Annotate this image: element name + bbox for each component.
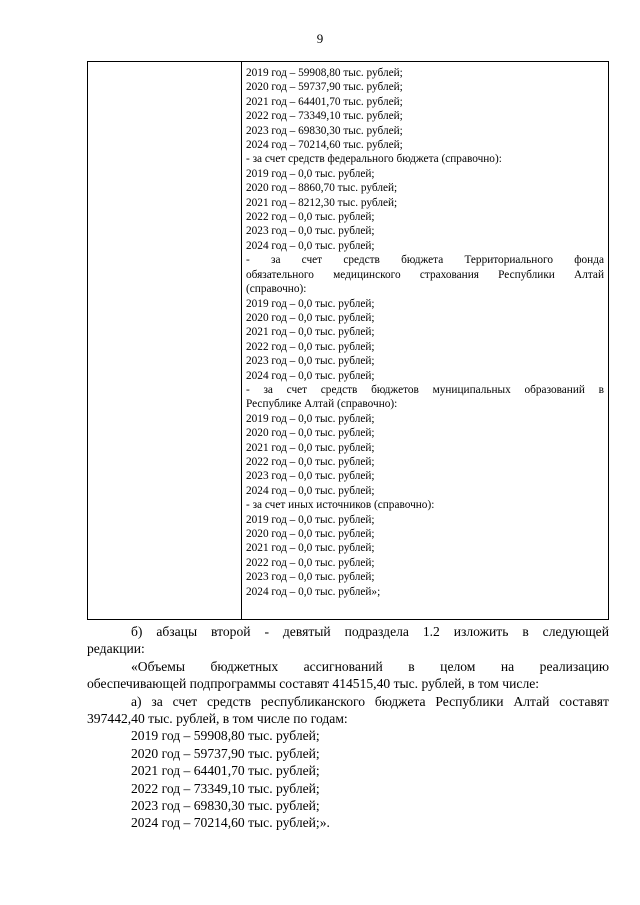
federal-year-line: 2022 год – 0,0 тыс. рублей; [246, 211, 375, 224]
body-year-line: 2020 год – 59737,90 тыс. рублей; [131, 745, 320, 761]
other-year-line: 2021 год – 0,0 тыс. рублей; [246, 542, 375, 555]
paragraph-volumes-line: обеспечивающей подпрограммы составят 414515,40 тыс. рублей, в том числе: [87, 676, 540, 692]
foms-heading-line: - за счет средств бюджета Территориального фонда [246, 254, 604, 267]
municipal-heading-line: - за счет средств бюджетов муниципальных образований в [246, 383, 604, 396]
foms-year-line: 2021 год – 0,0 тыс. рублей; [246, 326, 375, 339]
paragraph-a-line: а) за счет средств республиканского бюджета Республики Алтай составят [131, 693, 609, 709]
table-left-cell [88, 62, 242, 619]
republic-year-line: 2022 год – 73349,10 тыс. рублей; [246, 110, 403, 123]
municipal-year-line: 2022 год – 0,0 тыс. рублей; [246, 455, 375, 468]
federal-year-line: 2021 год – 8212,30 тыс. рублей; [246, 196, 398, 209]
paragraph-b-line: редакции: [87, 641, 145, 657]
republic-year-line: 2024 год – 70214,60 тыс. рублей; [246, 139, 403, 152]
foms-year-line: 2020 год – 0,0 тыс. рублей; [246, 311, 375, 324]
paragraph-b-line: б) абзацы второй - девятый подраздела 1.2 изложить в следующей [131, 624, 609, 639]
body-year-line: 2022 год – 73349,10 тыс. рублей; [131, 780, 320, 796]
funding-table [87, 61, 609, 620]
body-year-line: 2023 год – 69830,30 тыс. рублей; [131, 798, 320, 814]
republic-year-line: 2020 год – 59737,90 тыс. рублей; [246, 81, 403, 94]
municipal-year-line: 2023 год – 0,0 тыс. рублей; [246, 470, 375, 483]
municipal-year-line: 2020 год – 0,0 тыс. рублей; [246, 427, 375, 440]
other-year-line: 2020 год – 0,0 тыс. рублей; [246, 528, 375, 540]
other-year-line: 2024 год – 0,0 тыс. рублей»; [246, 585, 381, 598]
republic-year-line: 2019 год – 59908,80 тыс. рублей; [246, 67, 403, 79]
foms-year-line: 2024 год – 0,0 тыс. рублей; [246, 369, 375, 382]
foms-heading-line: обязательного медицинского страхования Республики Алтай [246, 268, 604, 281]
municipal-year-line: 2024 год – 0,0 тыс. рублей; [246, 484, 375, 497]
body-year-line: 2024 год – 70214,60 тыс. рублей;». [131, 815, 330, 831]
paragraph-volumes-line: «Объемы бюджетных ассигнований в целом на реализацию [131, 658, 609, 674]
municipal-heading-line: Республике Алтай (справочно): [246, 398, 398, 411]
municipal-year-line: 2021 год – 0,0 тыс. рублей; [246, 441, 375, 454]
foms-year-line: 2023 год – 0,0 тыс. рублей; [246, 355, 375, 368]
other-year-line: 2022 год – 0,0 тыс. рублей; [246, 556, 375, 569]
body-year-line: 2021 год – 64401,70 тыс. рублей; [131, 763, 320, 779]
page-number: 9 [316, 31, 324, 46]
federal-year-line: 2023 год – 0,0 тыс. рублей; [246, 225, 375, 238]
paragraph-a-line: 397442,40 тыс. рублей, в том числе по годам: [87, 711, 348, 727]
foms-year-line: 2019 год – 0,0 тыс. рублей; [246, 297, 375, 310]
body-text [87, 623, 609, 832]
republic-year-line: 2021 год – 64401,70 тыс. рублей; [246, 95, 403, 108]
other-year-line: 2019 год – 0,0 тыс. рублей; [246, 513, 375, 526]
municipal-year-line: 2019 год – 0,0 тыс. рублей; [246, 412, 375, 425]
foms-heading-line: (справочно): [246, 283, 307, 296]
other-year-line: 2023 год – 0,0 тыс. рублей; [246, 571, 375, 584]
federal-year-line: 2024 год – 0,0 тыс. рублей; [246, 239, 375, 252]
federal-heading: - за счет средств федерального бюджета (справочно): [246, 153, 502, 166]
foms-year-line: 2022 год – 0,0 тыс. рублей; [246, 340, 375, 353]
federal-year-line: 2019 год – 0,0 тыс. рублей; [246, 167, 375, 180]
republic-year-line: 2023 год – 69830,30 тыс. рублей; [246, 124, 403, 137]
body-year-line: 2019 год – 59908,80 тыс. рублей; [131, 728, 320, 744]
federal-year-line: 2020 год – 8860,70 тыс. рублей; [246, 182, 398, 195]
table-right-cell [242, 62, 608, 619]
other-heading: - за счет иных источников (справочно): [246, 499, 435, 512]
